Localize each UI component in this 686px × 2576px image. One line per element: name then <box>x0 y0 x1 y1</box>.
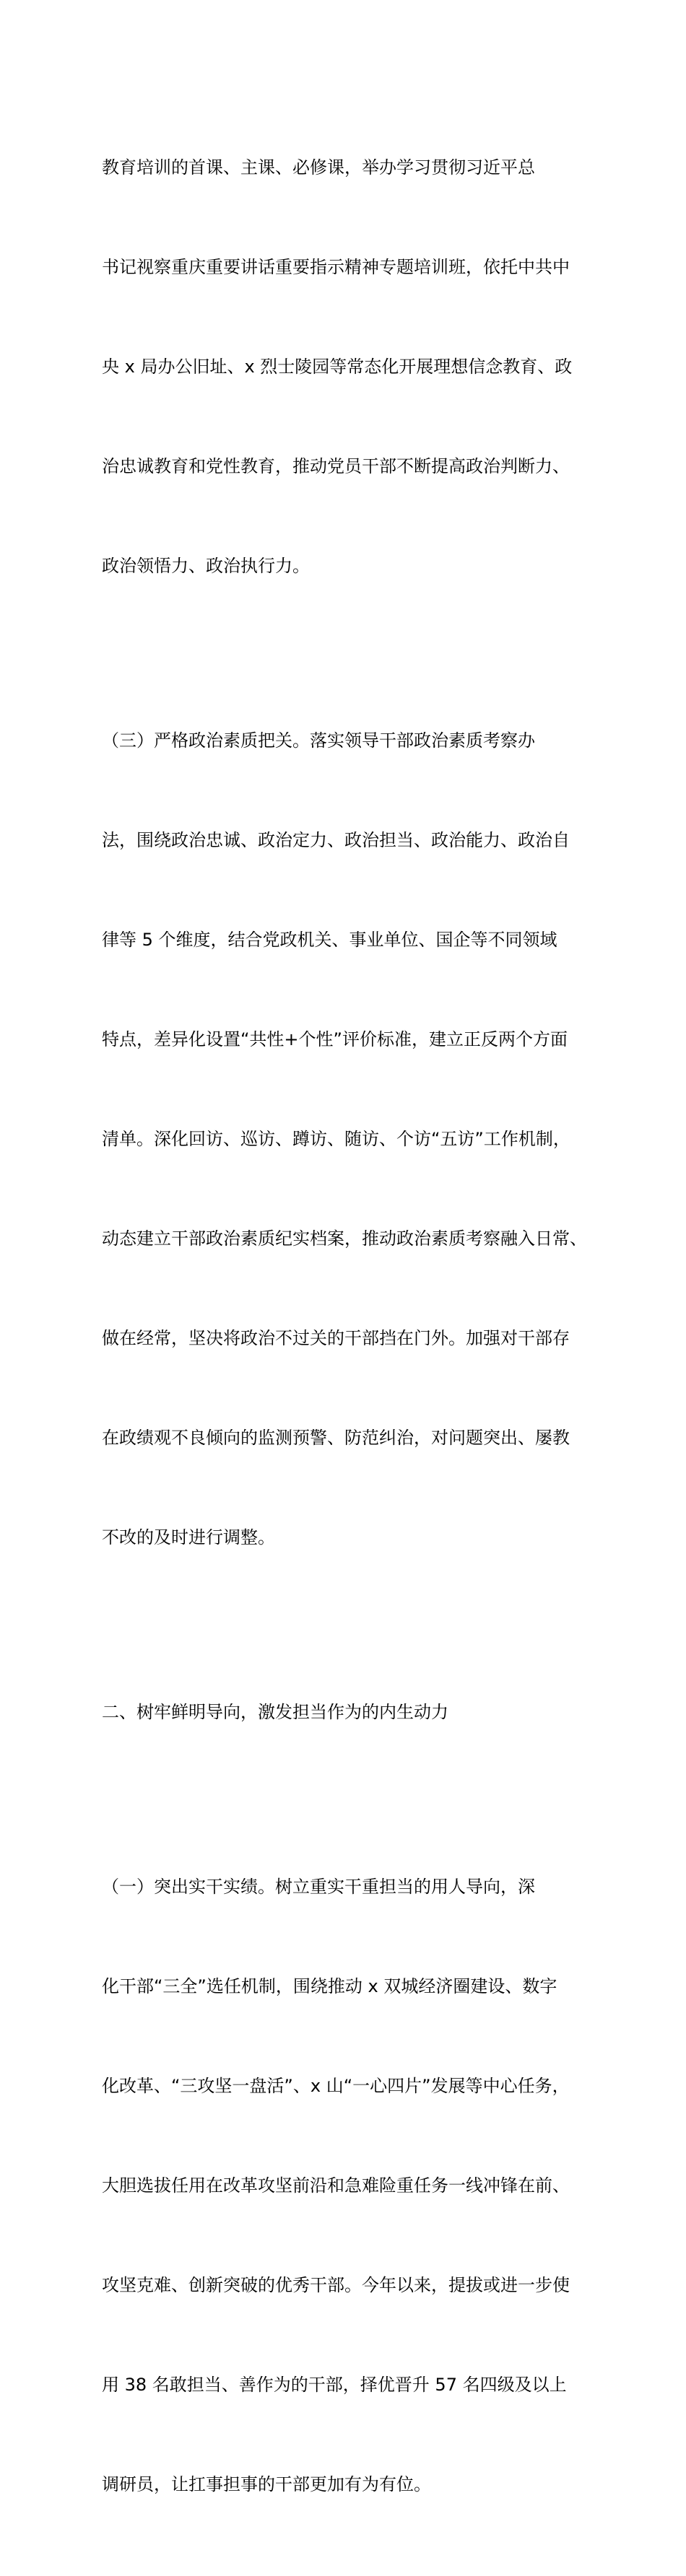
text-line: 法，围绕政治忠诚、政治定力、政治担当、政治能力、政治自 <box>102 830 570 850</box>
text-line: 特点，差异化设置“共性+个性”评价标准，建立正反两个方面 <box>102 1029 568 1049</box>
paragraph-education-training <box>102 84 600 649</box>
text-line: 在政绩观不良倾向的监测预警、防范纠治，对问题突出、屡教 <box>102 1428 570 1448</box>
text-line: 动态建立干部政治素质纪实档案，推动政治素质考察融入日常、 <box>102 1228 587 1249</box>
text-line: 政治领悟力、政治执行力。 <box>102 556 310 576</box>
text-line: 用 38 名敢担当、善作为的干部，择优晋升 57 名四级及以上 <box>102 2375 567 2395</box>
paragraph-practical-results <box>102 1804 600 2567</box>
text-line: 大胆选拔任用在改革攻坚前沿和急难险重任务一线冲锋在前、 <box>102 2175 570 2196</box>
text-line: 二、树牢鲜明导向，激发担当作为的内生动力 <box>102 1702 448 1722</box>
text-line: 清单。深化回访、巡访、蹲访、随访、个访“五访”工作机制， <box>102 1129 570 1149</box>
text-line: 调研员，让扛事担事的干部更加有为有位。 <box>102 2474 431 2494</box>
paragraph-political-quality <box>102 658 600 1620</box>
text-line: 律等 5 个维度，结合党政机关、事业单位、国企等不同领域 <box>102 930 557 950</box>
document-body <box>102 84 600 2576</box>
text-line: 治忠诚教育和党性教育，推动党员干部不断提高政治判断力、 <box>102 456 570 476</box>
section-heading <box>102 1629 600 1795</box>
text-line: 央 x 局办公旧址、x 烈士陵园等常态化开展理想信念教育、政 <box>102 357 573 377</box>
text-line: 化改革、“三攻坚一盘活”、x 山“一心四片”发展等中心任务， <box>102 2076 570 2096</box>
text-line: 化干部“三全”选任机制，围绕推动 x 双城经济圈建设、数字 <box>102 1976 557 1996</box>
text-line: （三）严格政治素质把关。落实领导干部政治素质考察办 <box>102 730 535 751</box>
text-line: 做在经常，坚决将政治不过关的干部挡在门外。加强对干部存 <box>102 1328 570 1348</box>
text-line: 教育培训的首课、主课、必修课，举办学习贯彻习近平总 <box>102 157 535 178</box>
text-line: 书记视察重庆重要讲话重要指示精神专题培训班，依托中共中 <box>102 257 570 277</box>
text-line: 攻坚克难、创新突破的优秀干部。今年以来，提拔或进一步使 <box>102 2275 570 2295</box>
text-line: 不改的及时进行调整。 <box>102 1527 275 1547</box>
text-line: （一）突出实干实绩。树立重实干重担当的用人导向，深 <box>102 1877 535 1897</box>
